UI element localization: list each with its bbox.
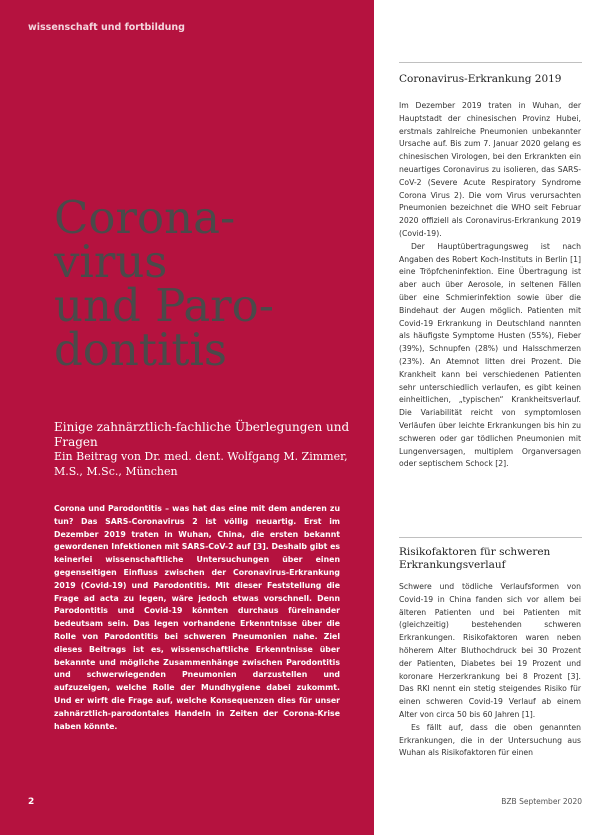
section-label: wissenschaft und fortbildung — [28, 22, 185, 33]
article-title — [54, 191, 374, 376]
body-paragraph: Im Dezember 2019 traten in Wuhan, der Hauptstadt der chinesischen Provinz Hubei, erstmals zahlreiche Pneumonien unbekannter Ursache auf. Bis zum 7. Januar 2020 gelang es chinesischen Virologen, bei den Erkrankten ein neuartiges Coronavirus zu isolieren, das SARS-CoV-2 (Severe Acute Respiratory Syndrome Corona Virus 2). Die vom Virus verursachten Pneumonien bezeichnet die WHO seit Februar 2020 offiziell als Coronavirus-Erkrankung 2019 (Covid-19). — [399, 101, 581, 238]
body-text-block — [399, 581, 581, 760]
section-heading-coronavirus: Coronavirus-Erkrankung 2019 — [399, 73, 562, 85]
page-number: 2 — [28, 797, 35, 807]
footer-issue: BZB September 2020 — [501, 797, 582, 806]
title-line: dontitis — [54, 323, 227, 376]
right-column — [399, 0, 581, 835]
body-paragraph: Der Hauptübertragungsweg ist nach Angaben des Robert Koch-Instituts in Berlin [1] eine Tröpfcheninfektion. Eine Übertragung ist aber auch über Aerosole, in seltenen Fällen über eine Schmierinfektion sowie über die Bindehaut der Augen möglich. Patienten mit Covid-19 Erkrankung in Deutschland nannten als häufigste Symptome Husten (55%), Fieber (39%), Schnupfen (28%) und Halsschmerzen (23%). An Atemnot litten drei Prozent. Die Krankheit kann bei verschiedenen Patienten sehr unterschiedlich verlaufen, es gibt keinen einheitlichen, „typischen“ Krankheitsverlauf. Die Variabilität reicht von symptomlosen Verläufen über leichte Erkrankungen bis hin zu schweren oder gar tödlichen Pneumonien mit Lungenversagen, multiplem Organversagen oder septischem Schock [2]. — [399, 241, 581, 469]
article-subtitle: Einige zahnärztlich-fachliche Überlegungen und Fragen — [54, 420, 350, 449]
body-paragraph: Es fällt auf, dass die oben genannten Erkrankungen, die in der Untersuchung aus Wuhan als Risikofaktoren für einen — [399, 722, 581, 758]
title-line: und Paro- — [54, 279, 274, 332]
section-divider-rule — [399, 537, 582, 538]
lead-text: Corona und Parodontitis – was hat das eine mit dem anderen zu tun? Das SARS-Coronavirus 2 ist völlig neuartig. Erst im Dezember 2019 traten in Wuhan, China, die ersten bekannt gewordenen Infektionen mit SARS-CoV-2 auf [3]. Deshalb gibt es keinerlei wissenschaftliche Untersuchungen über einen gegenseitigen Einfluss zwischen der Coronavirus-Erkrankung 2019 (Covid-19) und Parodontitis. Mit dieser Feststellung die Frage ad acta zu legen, wäre jedoch etwas vorschnell. Denn Parodontitis und Covid-19 könnten durchaus füreinander bedeutsam sein. Das legen vorhandene Erkenntnisse über die Rolle von Parodontitis bei schweren Pneumonien nahe. Ziel dieses Beitrags ist es, wissenschaftliche Erkenntnisse über bekannte und mögliche Zusammenhänge zwischen Parodontitis und schwerwiegenden Pneumonien darzustellen und aufzuzeigen, welche Rolle der Mundhygiene dabei zukommt. Und er wirft die Frage auf, welche Konsequenzen dies für unser zahnärztlich-parodontales Handeln in Zeiten der Corona-Krise haben könnte. — [54, 504, 340, 731]
author-byline: Ein Beitrag von Dr. med. dent. Wolfgang M. Zimmer, M.S., M.Sc., München — [54, 450, 348, 478]
section-heading-risk-factors: Risikofaktoren für schweren Erkrankungsverlauf — [399, 546, 551, 571]
body-text-block — [399, 100, 581, 471]
title-line: virus — [54, 235, 168, 288]
lead-paragraph — [54, 503, 340, 733]
title-line: Corona- — [54, 191, 236, 244]
body-paragraph: Schwere und tödliche Verlaufsformen von Covid-19 in China fanden sich vor allem bei älteren Patienten und bei Patienten mit (gleichzeitig) bestehenden schweren Erkrankungen. Risikofaktoren waren neben höherem Alter Bluthochdruck bei 30 Prozent der Patienten, Diabetes bei 19 Prozent und koronare Herzerkrankung bei 8 Prozent [3]. Das RKI nennt ein stetig steigendes Risiko für einen schweren Covid-19 Verlauf ab einem Alter von circa 50 bis 60 Jahren [1]. — [399, 582, 581, 719]
